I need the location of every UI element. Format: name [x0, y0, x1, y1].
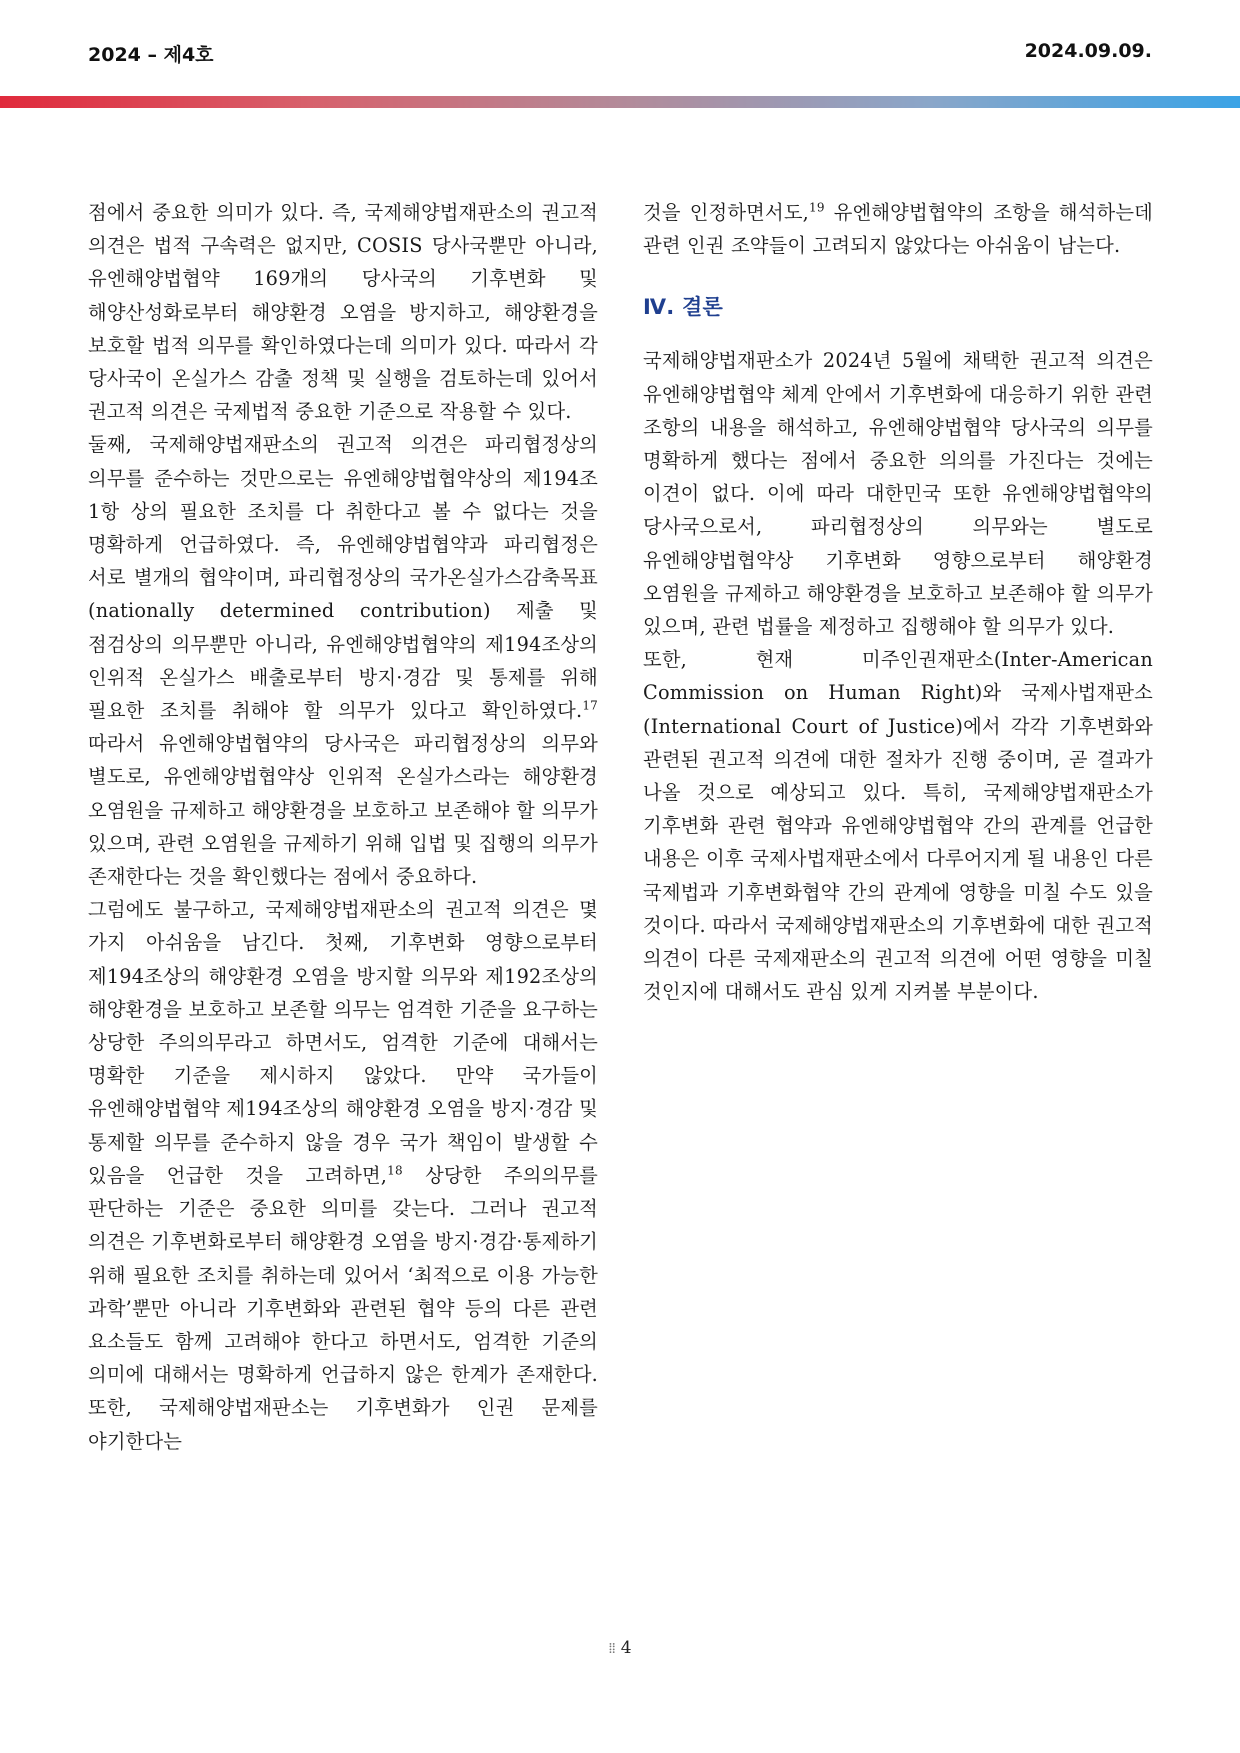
paragraph-text: 그럼에도 불구하고, 국제해양법재판소의 권고적 의견은 몇 가지 아쉬움을 남긴다. 첫째, 기후변화 영향으로부터 제194조상의 해양환경 오염을 방지할 의무와 제192조상의 해양환경을 보호하고 보존할 의무는 엄격한 기준을 요구하는 상당한 주의의무라고 하면서도, 엄격한 기준에 대해서는 명확한 기준을 제시하지 않았다. 만약 국가들이 유엔해양법협약 제194조상의 해양환경 오염을 방지·경감 및 통제할 의무를 준수하지 않을 경우 국가 책임이 발생할 수 있음을 언급한 것을 고려하면,: [88, 898, 598, 1187]
page-number: 4: [620, 1638, 632, 1658]
paragraph: [88, 893, 598, 1457]
section-heading: Ⅳ. 결론: [643, 295, 723, 320]
footnote-ref[interactable]: 18: [387, 1163, 403, 1178]
paragraph-text: 둘째, 국제해양법재판소의 권고적 의견은 파리협정상의 의무를 준수하는 것만으로는 유엔해양법협약상의 제194조 1항 상의 필요한 조치를 다 취한다고 볼 수 없다는 것을 명확하게 언급하였다. 즉, 유엔해양법협약과 파리협정은 서로 별개의 협약이며, 파리협정상의 국가온실가스감축목표 (nationally determined contribution) 제출 및 점검상의 의무뿐만 아니라, 유엔해양법협약의 제194조상의 인위적 온실가스 배출로부터 방지·경감 및 통제를 위해 필요한 조치를 취해야 할 의무가 있다고 확인하였다.: [88, 433, 598, 723]
paragraph-text: 따라서 유엔해양법협약의 당사국은 파리협정상의 의무와 별도로, 유엔해양법협약상 인위적 온실가스라는 해양환경 오염원을 규제하고 해양환경을 보호하고 보존해야 할 의무가 있으며, 관련 오염원을 규제하기 위해 입법 및 집행의 의무가 존재한다는 것을 확인했다는 점에서 중요하다.: [88, 732, 598, 889]
paragraph-text: 유엔해양법협약의 조항을 해석하는데 관련 인권 조약들이 고려되지 않았다는 아쉬움이 남는다.: [643, 201, 1153, 258]
issue-date: 2024.09.09.: [1024, 40, 1152, 62]
paragraph: [643, 196, 1153, 262]
left-column: [88, 196, 598, 1458]
paragraph: 점에서 중요한 의미가 있다. 즉, 국제해양법재판소의 권고적 의견은 법적 구속력은 없지만, COSIS 당사국뿐만 아니라, 유엔해양법협약 169개의 당사국의 기후변화 및 해양산성화로부터 해양환경 오염을 방지하고, 해양환경을 보호할 법적 의무를 확인하였다는데 의미가 있다. 따라서 각 당사국이 온실가스 감출 정책 및 실행을 검토하는데 있어서 권고적 의견은 국제법적 중요한 기준으로 작용할 수 있다.: [88, 201, 598, 424]
issue-label: 2024 – 제4호: [88, 44, 214, 66]
paragraph: 국제해양법재판소가 2024년 5월에 채택한 권고적 의견은 유엔해양법협약 체계 안에서 기후변화에 대응하기 위한 관련 조항의 내용을 해석하고, 유엔해양법협약 당사국의 의무를 명확하게 했다는 점에서 중요한 의의를 가진다는 것에는 이견이 없다. 이에 따라 대한민국 또한 유엔해양법협약의 당사국으로서, 파리협정상의 의무와는 별도로 유엔해양법협약상 기후변화 영향으로부터 해양환경 오염원을 규제하고 해양환경을 보호하고 보존해야 할 의무가 있으며, 관련 법률을 제정하고 집행해야 할 의무가 있다.: [643, 349, 1153, 639]
page-dots-icon: ⁞⁞: [608, 1639, 615, 1657]
footnote-ref[interactable]: 17: [582, 698, 598, 713]
header-gradient-bar: [0, 96, 1240, 108]
footnote-ref[interactable]: 19: [808, 200, 825, 215]
paragraph: [88, 428, 598, 893]
paragraph-text: 상당한 주의의무를 판단하는 기준은 중요한 의미를 갖는다. 그러나 권고적 의견은 기후변화로부터 해양환경 오염을 방지·경감·통제하기 위해 필요한 조치를 취하는데 있어서 ‘최적으로 이용 가능한 과학’뿐만 아니라 기후변화와 관련된 협약 등의 다른 관련 요소들도 함께 고려해야 한다고 하면서도, 엄격한 기준의 의미에 대해서는 명확하게 언급하지 않은 한계가 존재한다. 또한, 국제해양법재판소는 기후변화가 인권 문제를 야기한다는: [88, 1163, 598, 1453]
paragraph-text: 것을 인정하면서도,: [643, 201, 809, 224]
right-column: [643, 196, 1153, 1008]
paragraph: 또한, 현재 미주인권재판소(Inter-American Commission on Human Right)와 국제사법재판소(International Court of Justice)에서 각각 기후변화와 관련된 권고적 의견에 대한 절차가 진행 중이며, 곧 결과가 나올 것으로 예상되고 있다. 특히, 국제해양법재판소가 기후변화 관련 협약과 유엔해양법협약 간의 관계를 언급한 내용은 이후 국제사법재판소에서 다루어지게 될 내용인 다른 국제법과 기후변화협약 간의 관계에 영향을 미칠 수도 있을 것이다. 따라서 국제해양법재판소의 기후변화에 대한 권고적 의견이 다른 국제재판소의 권고적 의견에 어떤 영향을 미칠 것인지에 대해서도 관심 있게 지켜볼 부분이다.: [643, 648, 1153, 1004]
page-footer: [0, 1638, 1240, 1658]
